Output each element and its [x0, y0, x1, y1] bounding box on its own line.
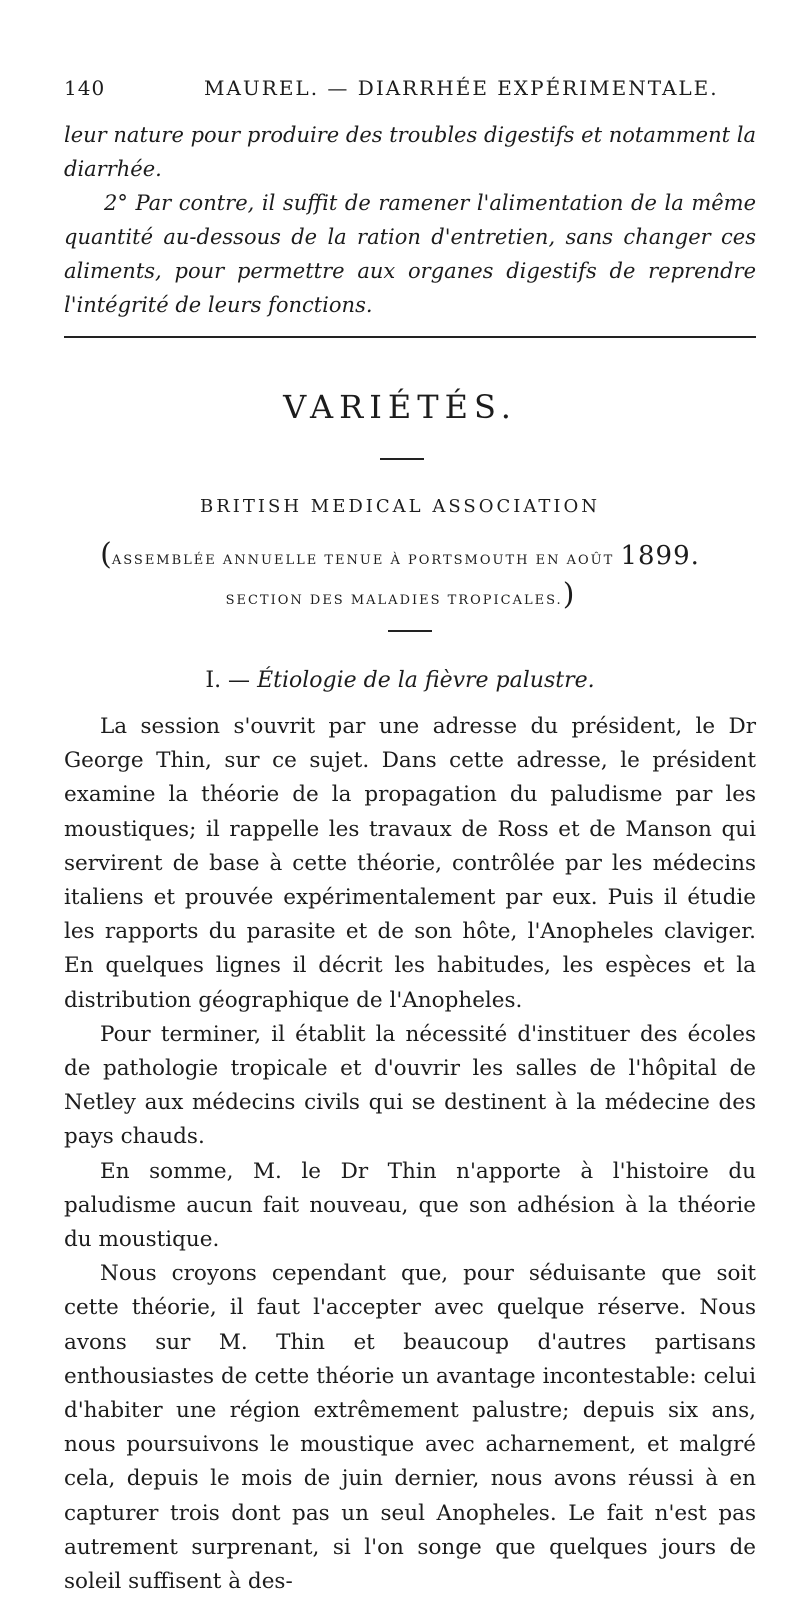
- chapter-heading: [0, 668, 800, 693]
- intro-paragraph-2: 2° Par contre, il suffit de ramener l'alimentation de la même quantité au-dessous de la ration d'entretien, sans changer ces aliments, pour permettre aux organes digestifs de reprendre l'intégrité de leurs fonctions.: [64, 191, 756, 317]
- intro-paragraph: leur nature pour produire des troubles digestifs et notamment la diarrhée.: [64, 123, 756, 181]
- intro-text: [64, 118, 756, 322]
- section-title: VARIÉTÉS.: [283, 388, 517, 426]
- chapter-title: Étiologie de la fièvre palustre.: [257, 668, 595, 693]
- body-paragraph-3: En somme, M. le Dr Thin n'apporte à l'histoire du paludisme aucun fait nouveau, que son adhésion à la théorie du moustique.: [64, 1158, 756, 1253]
- chapter-number: I. —: [205, 668, 251, 693]
- section-line: SECTION DES MALADIES TROPICALES.: [225, 593, 563, 608]
- page-number: 140: [64, 76, 106, 100]
- page-header: [64, 76, 764, 110]
- association-name: BRITISH MEDICAL ASSOCIATION: [200, 496, 600, 517]
- title-rule: [380, 458, 424, 460]
- meeting-line: ASSEMBLÉE ANNUELLE TENUE À PORTSMOUTH EN AOÛT: [111, 553, 615, 568]
- running-head: MAUREL. — DIARRHÉE EXPÉRIMENTALE.: [204, 76, 719, 100]
- body-paragraph-2: Pour terminer, il établit la nécessité d'instituer des écoles de pathologie tropicale et d'ouvrir les salles de l'hôpital de Netley aux médecins civils qui se destinent à la médecine des pays chauds.: [64, 1021, 756, 1150]
- body-paragraph-1: La session s'ouvrit par une adresse du président, le Dr George Thin, sur ce sujet. Dans cette adresse, le président examine la théorie de la propagation du paludisme par les moustiques; il rappelle les travaux de Ross et de Manson qui servirent de base à cette théorie, contrôlée par les médecins italiens et prouvée expérimentalement par eux. Puis il étudie les rapports du parasite et de son hôte, l'Anopheles claviger. En quelques lignes il décrit les habitudes, les espèces et la distribution géographique de l'Anopheles.: [64, 714, 756, 1013]
- meeting-year: 1899.: [620, 541, 700, 571]
- body-paragraph-4: Nous croyons cependant que, pour séduisante que soit cette théorie, il faut l'accepter avec quelque réserve. Nous avons sur M. Thin et beaucoup d'autres partisans enthousiastes de cette théorie un avantage incontestable: celui d'habiter une région extrêmement palustre; depuis six ans, nous poursuivons le moustique avec acharnement, et malgré cela, depuis le mois de juin dernier, nous avons réussi à en capturer trois dont pas un seul Anopheles. Le fait n'est pas autrement surprenant, si l'on songe que quelques jours de soleil suffisent à des-: [64, 1261, 756, 1595]
- section-divider: [64, 336, 756, 338]
- subheading-rule: [388, 630, 432, 632]
- meeting-subheading: (ASSEMBLÉE ANNUELLE TENUE À PORTSMOUTH EN AOÛT 1899. SECTION DES MALADIES TROPICALES.): [100, 537, 700, 612]
